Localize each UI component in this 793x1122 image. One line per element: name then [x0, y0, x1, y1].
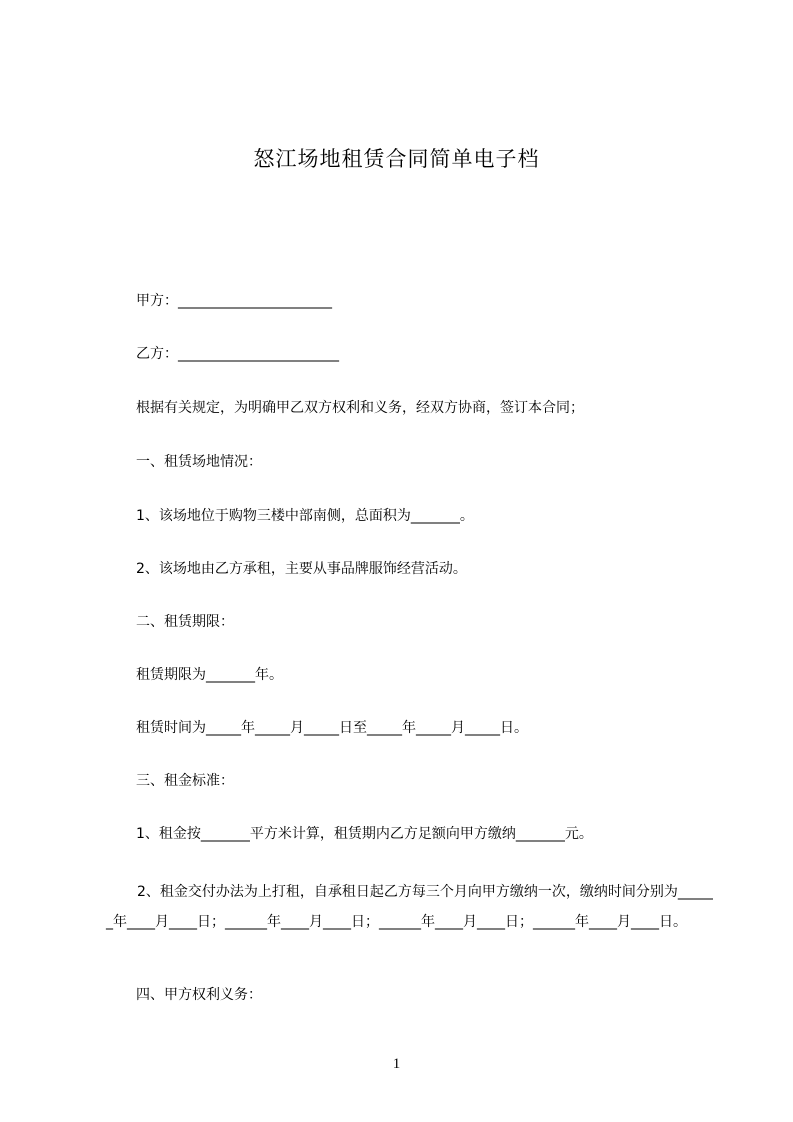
section-1-item-1: 1、该场地位于购物三楼中部南侧，总面积为_______。: [136, 508, 474, 524]
section-1-heading: 一、租赁场地情况：: [136, 454, 262, 470]
section-3-heading: 三、租金标准：: [136, 773, 234, 789]
preamble-text: 根据有关规定，为明确甲乙双方权利和义务，经双方协商，签订本合同；: [136, 400, 584, 416]
section-1-item-2: 2、该场地由乙方承租，主要从事品牌服饰经营活动。: [136, 561, 467, 577]
document-title: 怒江场地租赁合同简单电子档: [253, 147, 540, 171]
section-2-heading: 二、租赁期限：: [136, 614, 234, 630]
party-a-line: 甲方：______________________: [136, 293, 332, 309]
section-4-heading: 四、甲方权利义务：: [136, 987, 262, 1003]
party-b-line: 乙方：_______________________: [136, 346, 339, 362]
section-2-period: 租赁时间为_____年_____月_____日至_____年_____月_____日。: [136, 720, 528, 736]
section-3-item-1: 1、租金按_______平方米计算，租赁期内乙方足额向甲方缴纳_______元。: [136, 826, 593, 842]
section-3-item-2: 2、租金交付办法为上打租，自承租日起乙方每三个月向甲方缴纳一次，缴纳时间分别为______年____月____日；______年____月____日；______年____月____日；______年____月____日。: [106, 884, 713, 930]
section-2-term: 租赁期限为_______年。: [136, 667, 283, 683]
page-number: 1: [392, 1056, 401, 1072]
